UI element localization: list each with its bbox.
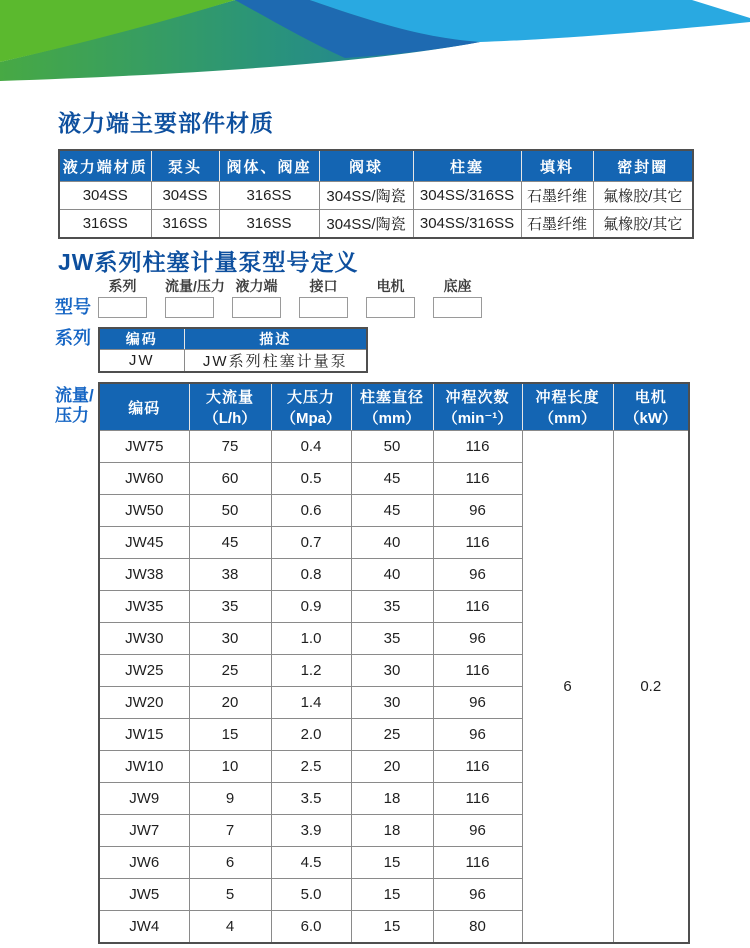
table-cell: 0.4 bbox=[271, 431, 351, 463]
table-cell: 6 bbox=[189, 847, 271, 879]
model-field bbox=[165, 278, 225, 318]
table-cell: 50 bbox=[351, 431, 433, 463]
flow-pressure-label-line2: 压力 bbox=[55, 406, 89, 425]
header-name: 柱塞直径 bbox=[359, 389, 424, 406]
table-cell: 304SS bbox=[151, 182, 219, 210]
table-cell: 4 bbox=[189, 911, 271, 944]
table-cell: 80 bbox=[433, 911, 522, 944]
table-cell: 45 bbox=[351, 463, 433, 495]
table-cell: 304SS/316SS bbox=[413, 182, 521, 210]
table-cell: 15 bbox=[351, 847, 433, 879]
header-unit: （min⁻¹） bbox=[442, 410, 513, 427]
table-header-cell bbox=[189, 383, 271, 431]
model-field bbox=[232, 278, 281, 318]
table-header-cell: 编码 bbox=[99, 328, 184, 350]
table-cell: 60 bbox=[189, 463, 271, 495]
table-cell: JW6 bbox=[99, 847, 189, 879]
table-cell: 2.0 bbox=[271, 719, 351, 751]
table-cell: 3.5 bbox=[271, 783, 351, 815]
table-cell: 18 bbox=[351, 815, 433, 847]
header-name: 冲程长度 bbox=[535, 389, 600, 406]
table-cell: JW15 bbox=[99, 719, 189, 751]
model-field-label: 流量/压力 bbox=[165, 278, 225, 294]
table-header-cell: 描述 bbox=[184, 328, 367, 350]
table-cell: JW bbox=[99, 350, 184, 373]
table-cell: 304SS/陶瓷 bbox=[319, 182, 413, 210]
table-row bbox=[99, 350, 367, 373]
table-cell: 15 bbox=[351, 879, 433, 911]
table-cell: 10 bbox=[189, 751, 271, 783]
table-cell: 116 bbox=[433, 527, 522, 559]
table-cell: 316SS bbox=[151, 210, 219, 239]
table-cell: 40 bbox=[351, 559, 433, 591]
table-row bbox=[99, 431, 689, 463]
table-cell: 4.5 bbox=[271, 847, 351, 879]
table-cell: 116 bbox=[433, 463, 522, 495]
table-cell: JW10 bbox=[99, 751, 189, 783]
materials-table-head bbox=[59, 150, 693, 182]
table-cell: 30 bbox=[351, 687, 433, 719]
table-cell: 18 bbox=[351, 783, 433, 815]
table-header-cell: 阀体、阀座 bbox=[219, 150, 319, 182]
table-cell: 96 bbox=[433, 623, 522, 655]
table-cell: 0.6 bbox=[271, 495, 351, 527]
model-code-box bbox=[165, 297, 214, 318]
header-unit: （mm） bbox=[363, 410, 421, 427]
table-cell: 50 bbox=[189, 495, 271, 527]
table-cell: 3.9 bbox=[271, 815, 351, 847]
table-cell: 0.5 bbox=[271, 463, 351, 495]
table-cell: 316SS bbox=[219, 182, 319, 210]
table-cell: 96 bbox=[433, 815, 522, 847]
table-cell: 1.4 bbox=[271, 687, 351, 719]
table-row bbox=[59, 182, 693, 210]
table-cell: JW35 bbox=[99, 591, 189, 623]
header-name: 大压力 bbox=[286, 389, 335, 406]
table-header-cell: 阀球 bbox=[319, 150, 413, 182]
table-cell: JW50 bbox=[99, 495, 189, 527]
model-code-box bbox=[433, 297, 482, 318]
table-header-cell bbox=[522, 383, 613, 431]
table-cell: JW75 bbox=[99, 431, 189, 463]
section-title-model-definition: JW系列柱塞计量泵型号定义 bbox=[58, 249, 359, 275]
table-cell: 116 bbox=[433, 431, 522, 463]
table-cell: 45 bbox=[189, 527, 271, 559]
table-cell: 5.0 bbox=[271, 879, 351, 911]
table-cell: 0.8 bbox=[271, 559, 351, 591]
table-cell: 116 bbox=[433, 591, 522, 623]
model-field-label: 接口 bbox=[309, 278, 338, 294]
model-field-label: 电机 bbox=[376, 278, 405, 294]
table-cell: 96 bbox=[433, 687, 522, 719]
table-cell: JW5 bbox=[99, 879, 189, 911]
header-unit: （L/h） bbox=[203, 410, 257, 427]
flow-pressure-label-line1: 流量/ bbox=[55, 386, 94, 405]
table-cell: 316SS bbox=[219, 210, 319, 239]
table-header-row bbox=[59, 150, 693, 182]
table-cell: 35 bbox=[351, 623, 433, 655]
table-cell: 石墨纤维 bbox=[521, 182, 593, 210]
section-title-materials: 液力端主要部件材质 bbox=[58, 110, 274, 136]
materials-table-body bbox=[59, 182, 693, 239]
table-cell: JW4 bbox=[99, 911, 189, 944]
table-cell: 1.0 bbox=[271, 623, 351, 655]
table-header-row bbox=[99, 383, 689, 431]
table-cell: JW60 bbox=[99, 463, 189, 495]
table-cell: JW系列柱塞计量泵 bbox=[184, 350, 367, 373]
table-cell: 氟橡胶/其它 bbox=[593, 182, 693, 210]
table-cell: 15 bbox=[351, 911, 433, 944]
model-code-box bbox=[299, 297, 348, 318]
header-banner-graphic bbox=[0, 0, 750, 95]
table-cell: 氟橡胶/其它 bbox=[593, 210, 693, 239]
table-header-cell: 密封圈 bbox=[593, 150, 693, 182]
table-cell: JW25 bbox=[99, 655, 189, 687]
series-block bbox=[55, 327, 750, 373]
stroke-length-merged-cell: 6 bbox=[522, 431, 613, 944]
table-cell: 石墨纤维 bbox=[521, 210, 593, 239]
table-header-cell bbox=[433, 383, 522, 431]
table-cell: 0.9 bbox=[271, 591, 351, 623]
table-header-cell bbox=[351, 383, 433, 431]
flow-table-body bbox=[99, 431, 689, 944]
table-cell: 116 bbox=[433, 783, 522, 815]
table-cell: 116 bbox=[433, 847, 522, 879]
model-field bbox=[299, 278, 348, 318]
table-header-cell bbox=[271, 383, 351, 431]
model-field-label: 底座 bbox=[443, 278, 472, 294]
table-cell: 15 bbox=[189, 719, 271, 751]
table-cell: JW9 bbox=[99, 783, 189, 815]
motor-merged-cell: 0.2 bbox=[613, 431, 689, 944]
table-cell: 6.0 bbox=[271, 911, 351, 944]
table-cell: 30 bbox=[189, 623, 271, 655]
table-cell: 116 bbox=[433, 751, 522, 783]
table-cell: JW7 bbox=[99, 815, 189, 847]
flow-table-head bbox=[99, 383, 689, 431]
table-cell: 96 bbox=[433, 495, 522, 527]
model-row-label: 型号 bbox=[55, 297, 91, 317]
header-name: 编码 bbox=[128, 399, 161, 417]
model-field-label: 液力端 bbox=[235, 278, 278, 294]
model-code-box bbox=[366, 297, 415, 318]
table-cell: 304SS bbox=[59, 182, 151, 210]
model-field bbox=[433, 278, 482, 318]
table-header-cell: 泵头 bbox=[151, 150, 219, 182]
table-cell: 20 bbox=[351, 751, 433, 783]
table-cell: 2.5 bbox=[271, 751, 351, 783]
table-cell: 25 bbox=[351, 719, 433, 751]
series-table-body bbox=[99, 350, 367, 373]
table-header-cell: 液力端材质 bbox=[59, 150, 151, 182]
table-cell: 45 bbox=[351, 495, 433, 527]
table-cell: 304SS/陶瓷 bbox=[319, 210, 413, 239]
table-cell: 20 bbox=[189, 687, 271, 719]
table-cell: 35 bbox=[189, 591, 271, 623]
table-cell: 0.7 bbox=[271, 527, 351, 559]
table-cell: 316SS bbox=[59, 210, 151, 239]
table-cell: JW30 bbox=[99, 623, 189, 655]
table-row bbox=[59, 210, 693, 239]
table-header-cell bbox=[99, 383, 189, 431]
header-unit: （Mpa） bbox=[280, 410, 341, 427]
model-fields bbox=[98, 278, 500, 318]
series-table bbox=[98, 327, 368, 373]
header-name: 电机 bbox=[634, 389, 667, 406]
model-number-row bbox=[55, 278, 750, 318]
series-row-label: 系列 bbox=[55, 328, 91, 348]
model-field-label: 系列 bbox=[108, 278, 137, 294]
table-cell: 30 bbox=[351, 655, 433, 687]
table-cell: 116 bbox=[433, 655, 522, 687]
table-cell: 96 bbox=[433, 879, 522, 911]
model-field bbox=[366, 278, 415, 318]
table-cell: 96 bbox=[433, 559, 522, 591]
table-cell: 40 bbox=[351, 527, 433, 559]
table-header-cell: 柱塞 bbox=[413, 150, 521, 182]
table-cell: 75 bbox=[189, 431, 271, 463]
series-table-head bbox=[99, 328, 367, 350]
table-header-row bbox=[99, 328, 367, 350]
header-name: 冲程次数 bbox=[445, 389, 510, 406]
flow-pressure-block bbox=[55, 382, 750, 944]
model-code-box bbox=[98, 297, 147, 318]
table-cell: 1.2 bbox=[271, 655, 351, 687]
model-field bbox=[98, 278, 147, 318]
table-cell: 9 bbox=[189, 783, 271, 815]
table-cell: JW45 bbox=[99, 527, 189, 559]
table-cell: 35 bbox=[351, 591, 433, 623]
materials-table bbox=[58, 149, 694, 239]
table-cell: 7 bbox=[189, 815, 271, 847]
table-cell: JW38 bbox=[99, 559, 189, 591]
table-cell: 96 bbox=[433, 719, 522, 751]
table-header-cell bbox=[613, 383, 689, 431]
table-header-cell: 填料 bbox=[521, 150, 593, 182]
header-name: 大流量 bbox=[205, 389, 254, 406]
table-cell: 25 bbox=[189, 655, 271, 687]
table-cell: 38 bbox=[189, 559, 271, 591]
header-unit: （mm） bbox=[539, 410, 596, 427]
flow-pressure-table bbox=[98, 382, 690, 944]
model-code-box bbox=[232, 297, 281, 318]
table-cell: JW20 bbox=[99, 687, 189, 719]
table-cell: 5 bbox=[189, 879, 271, 911]
flow-pressure-row-label bbox=[55, 382, 98, 426]
table-cell: 304SS/316SS bbox=[413, 210, 521, 239]
header-unit: （kW） bbox=[624, 410, 677, 427]
